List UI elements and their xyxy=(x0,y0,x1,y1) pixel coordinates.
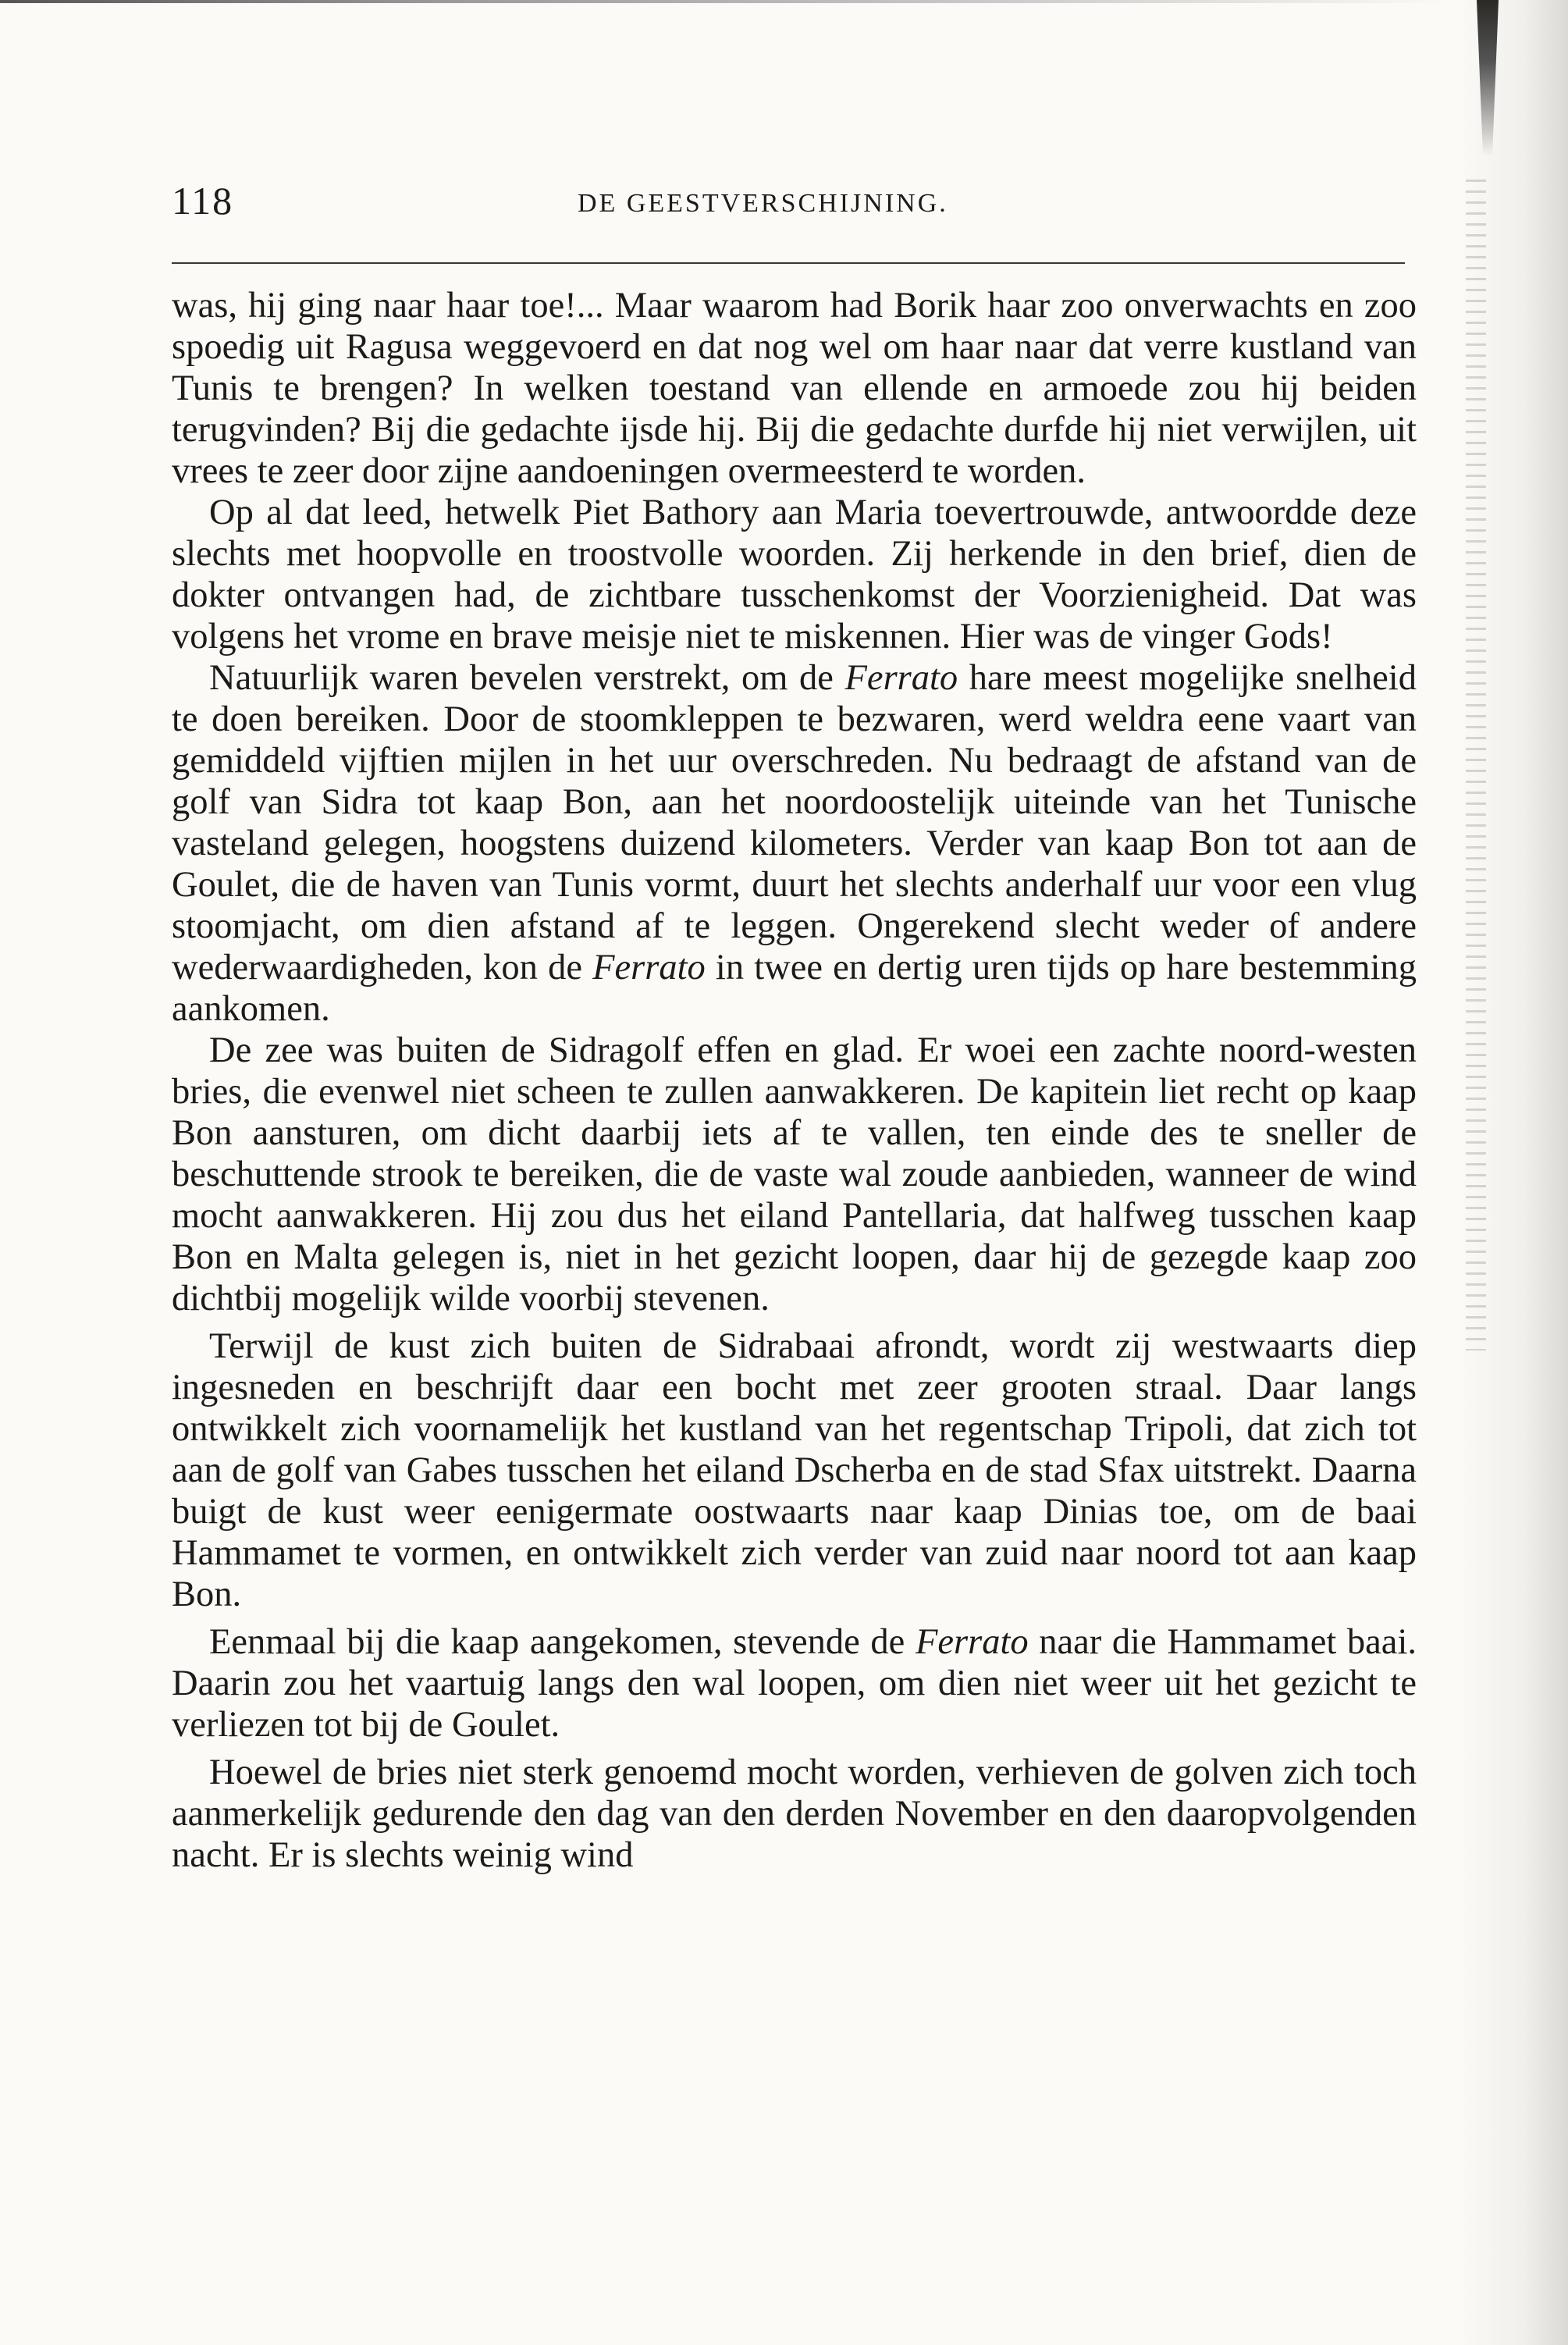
paragraph-5: Terwijl de kust zich buiten de Sidrabaai afrondt, wordt zij westwaarts diep ingesneden en beschrijft daar een bocht met zeer grooten straal. Daar langs ontwikkelt zich voornamelijk het kustland van het regentschap Tripoli, dat zich tot aan de golf van Gabes tusschen het eiland Dscherba en de stad Sfax uitstrekt. Daarna buigt de kust weer eenigermate oostwaarts naar kaap Dinias toe, om de baai Hammamet te vormen, en ontwikkelt zich verder van zuid naar noord tot aan kaap Bon. xyxy=(172,1326,1417,1614)
scan-top-edge xyxy=(0,0,1452,3)
body-text xyxy=(172,285,1417,1876)
edge-speckle xyxy=(1466,180,1486,1350)
paragraph-7: Hoewel de bries niet sterk genoemd mocht worden, verhieven de golven zich toch aanmerkelijk gedurende den dag van den derden November en den daaropvolgenden nacht. Er is slechts weinig wind xyxy=(172,1753,1417,1875)
running-title: DE GEESTVERSCHIJNING. xyxy=(578,189,948,218)
paragraph-2: Op al dat leed, hetwelk Piet Bathory aan Maria toevertrouwde, antwoordde deze slechts met hoopvolle en troostvolle woorden. Zij herkende in den brief, dien de dokter ontvangen had, de zichtbare tusschenkomst der Voorzienigheid. Dat was volgens het vrome en brave meisje niet te miskennen. Hier was de vinger Gods! xyxy=(172,493,1417,657)
page-header xyxy=(172,178,1405,233)
paragraph-4: De zee was buiten de Sidragolf effen en glad. Er woei een zachte noord-westen bries, die evenwel niet scheen te zullen aanwakkeren. De kapitein liet recht op kaap Bon aansturen, om dicht daarbij iets af te vallen, ten einde des te sneller de beschuttende strook te bereiken, die de vaste wal zoude aanbieden, wanneer de wind mocht aanwakkeren. Hij zou dus het eiland Pantellaria, dat halfweg tusschen kaap Bon en Malta gelegen is, niet in het gezicht loopen, daar hij de gezegde kaap zoo dichtbij mogelijk wilde voorbij stevenen. xyxy=(172,1030,1417,1318)
paragraph-3: Natuurlijk waren bevelen verstrekt, om de Ferrato hare meest mogelijke snelheid te doen bereiken. Door de stoomkleppen te bezwaren, werd weldra eene vaart van gemiddeld vijftien mijlen in het uur overschreden. Nu bedraagt de afstand van de golf van Sidra tot kaap Bon, aan het noordoostelijk uiteinde van het Tunische vasteland gelegen, hoogstens duizend kilometers. Verder van kaap Bon tot aan de Goulet, die de haven van Tunis vormt, duurt het slechts anderhalf uur voor een vlug stoomjacht, om dien afstand af te leggen. Ongerekend slecht weder of andere wederwaardigheden, kon de Ferrato in twee en dertig uren tijds op hare bestemming aankomen. xyxy=(172,658,1417,1029)
header-rule xyxy=(172,262,1405,264)
paragraph-1: was, hij ging naar haar toe!... Maar waarom had Borik haar zoo onverwachts en zoo spoedig uit Ragusa weggevoerd en dat nog wel om haar naar dat verre kustland van Tunis te brengen? In welken toestand van ellende en armoede zou hij beiden terugvinden? Bij die gedachte ijsde hij. Bij die gedachte durfde hij niet verwijlen, uit vrees te zeer door zijne aandoeningen overmeesterd te worden. xyxy=(172,286,1417,491)
paragraph-6: Eenmaal bij die kaap aangekomen, stevende de Ferrato naar die Hammamet baai. Daarin zou het vaartuig langs den wal loopen, om dien niet weer uit het gezicht te verliezen tot bij de Goulet. xyxy=(172,1622,1417,1745)
page-number: 118 xyxy=(172,179,234,222)
